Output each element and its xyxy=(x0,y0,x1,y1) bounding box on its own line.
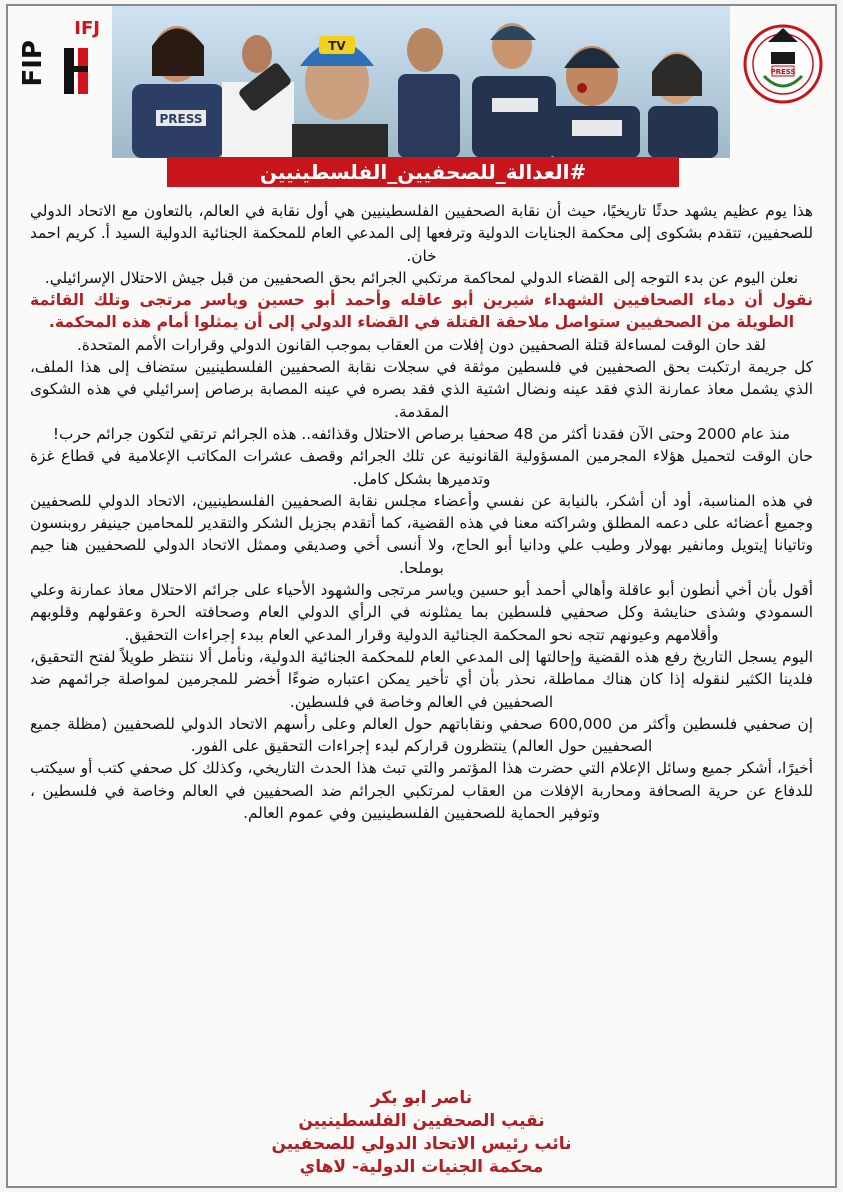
fip-logo-text: FIP xyxy=(18,40,48,87)
signature-block xyxy=(150,1087,693,1179)
paragraph-4: لقد حان الوقت لمساءلة قتلة الصحفيين دون إفلات من العقاب بموجب القانون الدولي وقرارات الأمم المتحدة. xyxy=(77,335,766,354)
signatory-title-1: نقيب الصحفيين الفلسطينيين xyxy=(298,1111,545,1131)
hashtag-banner: #العدالة_للصحفيين_الفلسطينيين xyxy=(167,157,679,187)
paragraph-8: في هذه المناسبة، أود أن أشكر، بالنيابة عن نفسي وأعضاء مجلس نقابة الصحفيين الفلسطينيين، الاتحاد الدولي للصحفيين وجميع أعضائه على دعمه المطلق وشراكته معنا في هذه القضية، كما أتقدم بجزيل الشكر والتقدير للمحامين جينيفر روبنسون وتاتيانا إيتويل ومانفير بهولار وطيب علي ودانيا أبو الحاج، ولا أنسى أخي وصديقي وممثل الاتحاد الدولي للصحفيين هنا جيم بوملحا. xyxy=(30,491,813,577)
paragraph-5: كل جريمة ارتكبت بحق الصحفيين في فلسطين موثقة في سجلات نقابة الصحفيين الفلسطينيين ستضاف إلى هذا الملف، الذي يشمل معاذ عمارنة الذي فقد عينه ونضال اشتية الذي فقد بصره في عينه المصابة برصاص إسرائيلي في هذه الشكوى المقدمة. xyxy=(30,358,813,421)
paragraph-9: أقول بأن أخي أنطون أبو عاقلة وأهالي أحمد أبو حسين وياسر مرتجى والشهود الأحياء على جرائم الاحتلال معاذ عمارنة وعلي السمودي وشذى حنايشة وكل صحفيي فلسطين بما يمثلونه في الرأي الدولي العام وصحافته الحرة وعقولهم وقلوبهم وأقلامهم وعيونهم تتجه نحو المحكمة الجنائية الدولية وقرار المدعي العام ببدء إجراءات التحقيق. xyxy=(30,581,813,644)
signatory-title-2: نائب رئيس الاتحاد الدولي للصحفيين xyxy=(271,1134,572,1154)
signatory-title-3: محكمة الجنيات الدولية- لاهاي xyxy=(299,1157,544,1177)
paragraph-emphasis: نقول أن دماء الصحافيين الشهداء شيرين أبو عاقله وأحمد أبو حسين وياسر مرتجى وتلك القائمة الطويلة من الصحفيين ستواصل ملاحقة القتلة في القضاء الدولي إلى أن يمثلوا أمام هذه المحكمة. xyxy=(30,291,813,332)
pjs-press-label: PRESS xyxy=(770,68,796,76)
signatory-name: ناصر ابو بكر xyxy=(370,1088,473,1108)
paragraph-10: اليوم يسجل التاريخ رفع هذه القضية وإحالتها إلى المدعي العام للمحكمة الجنائية الدولية، ونأمل ألا ننتظر طويلاً لفتح التحقيق، فلدينا الكثير لنقوله إذا كان هناك مماطلة، نحذر بأن أي تأخير يمكن اعتباره ضوءًا أخضر للمجرمين لمواصلة جرائمهم ضد الصحفيين في العالم وخاصة في فلسطين. xyxy=(30,647,813,711)
press-label-1: PRESS xyxy=(159,112,203,126)
ifj-logo xyxy=(18,18,100,98)
paragraph-2: نعلن اليوم عن بدء التوجه إلى القضاء الدولي لمحاكمة مرتكبي الجرائم بحق الصحفيين من قبل جيش الاحتلال الإسرائيلي. xyxy=(44,268,799,287)
ifj-logo-text: IFJ xyxy=(74,18,100,39)
paragraph-7: حان الوقت لتحميل هؤلاء المجرمين المسؤولية القانونية عن تلك الجرائم وقصف عشرات المكاتب الإعلامية في قطاع غزة وتدميرها بشكل كامل. xyxy=(30,447,813,488)
paragraph-12: أخيرًا، أشكر جميع وسائل الإعلام التي حضرت هذا المؤتمر والتي تبث هذا الحدث التاريخي، وكذلك كل صحفي كتب أو سيكتب للدفاع عن حرية الصحافة ومحاربة الإفلات من العقاب لمرتكبي الجرائم ضد الصحفيين في العالم وخاصة في فلسطين ، وتوفير الحماية للصحفيين الفلسطينيين وفي عموم العالم. xyxy=(30,759,813,823)
tv-helmet-label: TV xyxy=(328,39,346,53)
paragraph-6: منذ عام 2000 وحتى الآن فقدنا أكثر من 48 صحفيا برصاص الاحتلال وقذائفه.. هذه الجرائم ترتقي لتكون جرائم حرب! xyxy=(52,424,791,443)
paragraph-1: هذا يوم عظيم يشهد حدثًا تاريخيًا، حيث أن نقابة الصحفيين الفلسطينيين هي أول نقابة في العالم، بالتعاون مع الاتحاد الدولي للصحفيين، تتقدم بشكوى إلى محكمة الجنايات الدولية وترفعها إلى المدعي العام للمحكمة الجنائية الدولية السيد أ. كريم احمد خان. xyxy=(30,202,813,265)
statement-body xyxy=(30,200,813,824)
paragraph-11: إن صحفيي فلسطين وأكثر من 600,000 صحفي ونقاباتهم حول العالم وعلى رأسهم الاتحاد الدولي للصحفيين (مظلة جميع الصحفيين حول العالم) ينتظرون قراركم لبدء إجراءات التحقيق على الفور. xyxy=(30,714,813,756)
journalists-photo-strip xyxy=(112,6,730,158)
ifj-logo-graphic xyxy=(18,18,100,98)
pjs-logo xyxy=(738,14,828,108)
